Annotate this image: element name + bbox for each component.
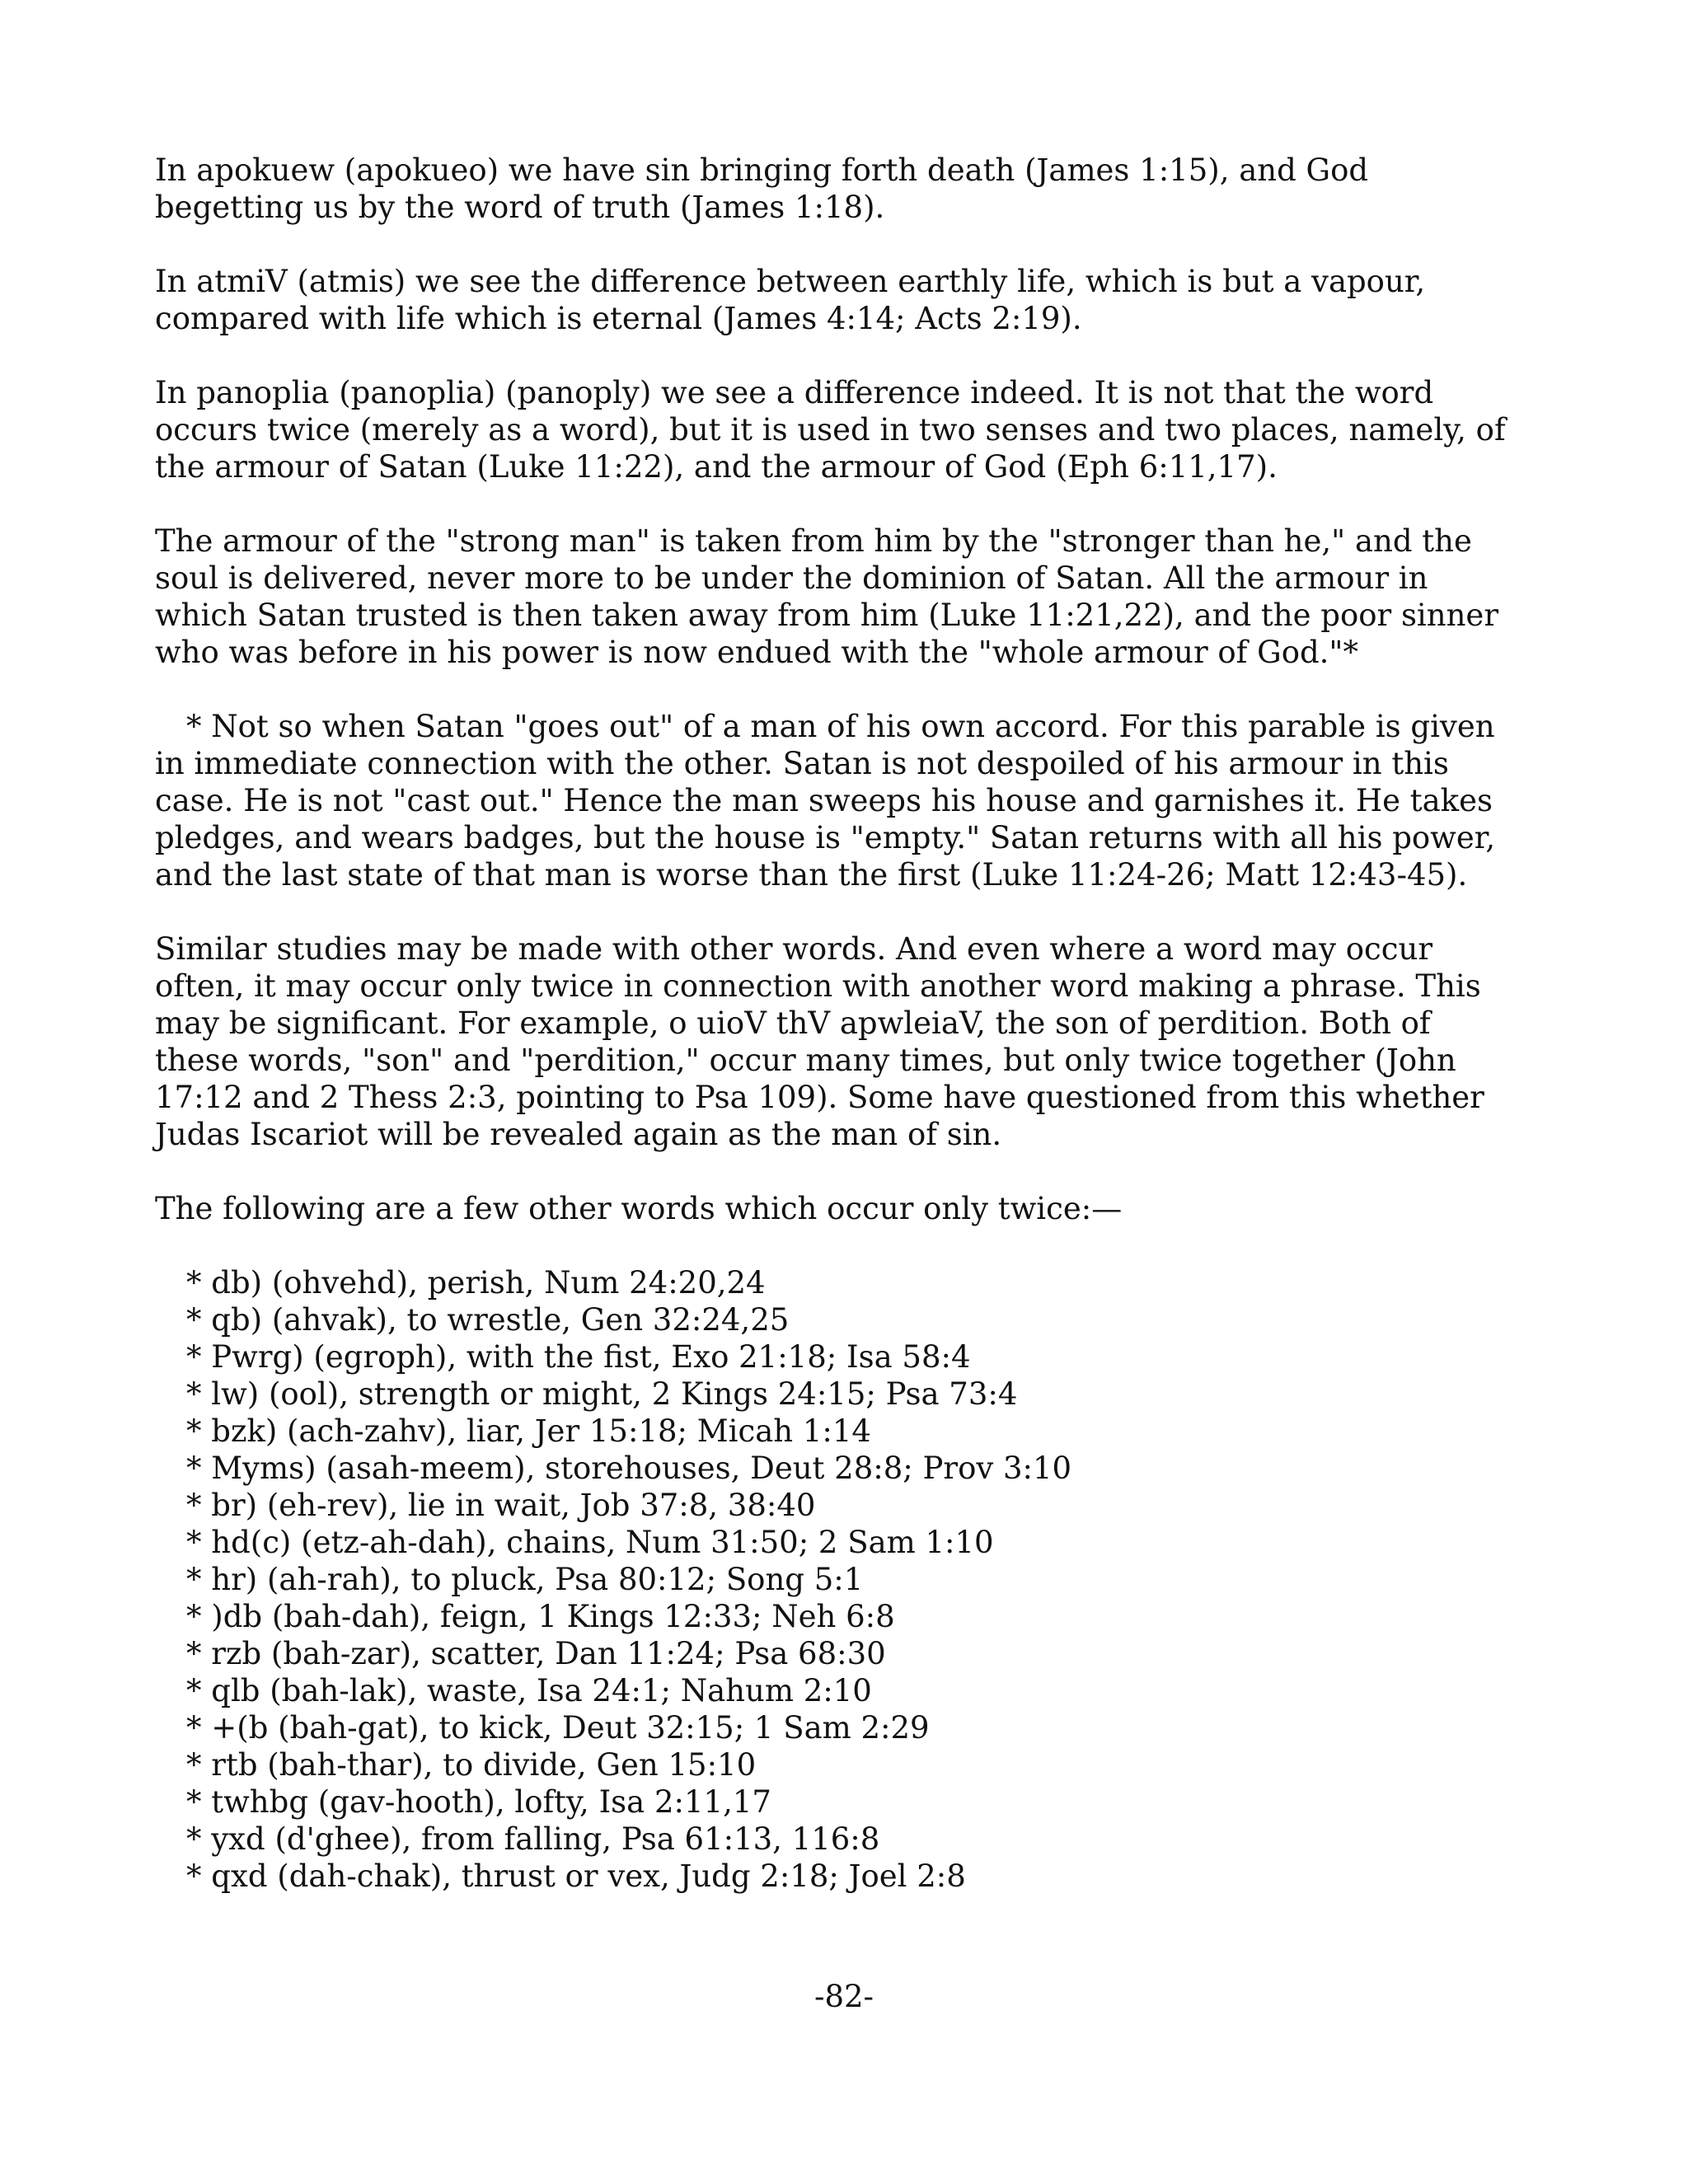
- list-item: * hr) (ah-rah), to pluck, Psa 80:12; Song 5:1: [186, 1562, 864, 1597]
- word-list: [155, 1264, 1523, 1895]
- paragraph-atmis: In atmiV (atmis) we see the difference between earthly life, which is but a vapour, compared with life which is eternal (James 4:14; Acts 2:19).: [155, 264, 1426, 336]
- list-item: * qlb (bah-lak), waste, Isa 24:1; Nahum 2:10: [186, 1673, 872, 1708]
- list-item: * Myms) (asah-meem), storehouses, Deut 28:8; Prov 3:10: [186, 1451, 1072, 1486]
- list-item: * rzb (bah-zar), scatter, Dan 11:24; Psa 68:30: [186, 1636, 886, 1671]
- paragraph-strong-man: The armour of the "strong man" is taken from him by the "stronger than he," and the soul is delivered, never more to be under the dominion of Satan. All the armour in which Satan trusted is then taken away from him (Luke 11:21,22), and the poor sinner who was before in his power is now endued with the "whole armour of God."*: [155, 523, 1499, 670]
- page-body: [155, 152, 1523, 1895]
- list-item: * lw) (ool), strength or might, 2 Kings 24:15; Psa 73:4: [186, 1376, 1018, 1412]
- list-item: * rtb (bah-thar), to divide, Gen 15:10: [186, 1747, 757, 1783]
- list-item: * hd(c) (etz-ah-dah), chains, Num 31:50; 2 Sam 1:10: [186, 1525, 994, 1560]
- list-item: * twhbg (gav-hooth), lofty, Isa 2:11,17: [186, 1784, 771, 1820]
- list-item: * Pwrg) (egroph), with the fist, Exo 21:18; Isa 58:4: [186, 1339, 971, 1375]
- paragraph-son-of-perdition: Similar studies may be made with other words. And even where a word may occur often, it may occur only twice in connection with another word making a phrase. This may be significant. For example, o uioV thV apwleiaV, the son of perdition. Both of these words, "son" and "perdition," occur many times, but only twice together (John 17:12 and 2 Thess 2:3, pointing to Psa 109). Some have questioned from this whether Judas Iscariot will be revealed again as the man of sin.: [155, 931, 1484, 1152]
- list-intro: The following are a few other words which occur only twice:—: [155, 1191, 1123, 1226]
- list-item: * db) (ohvehd), perish, Num 24:20,24: [186, 1265, 766, 1301]
- list-item: * bzk) (ach-zahv), liar, Jer 15:18; Micah 1:14: [186, 1413, 871, 1449]
- list-item: * qb) (ahvak), to wrestle, Gen 32:24,25: [186, 1302, 790, 1338]
- list-item: * +(b (bah-gat), to kick, Deut 32:15; 1 Sam 2:29: [186, 1710, 930, 1746]
- list-item: * yxd (d'ghee), from falling, Psa 61:13, 116:8: [186, 1821, 880, 1857]
- paragraph-apokueo: In apokuew (apokueo) we have sin bringing forth death (James 1:15), and God begetting us by the word of truth (James 1:18).: [155, 152, 1369, 225]
- paragraph-panoplia: In panoplia (panoplia) (panoply) we see a difference indeed. It is not that the word occurs twice (merely as a word), but it is used in two senses and two places, namely, of the armour of Satan (Luke 11:22), and the armour of God (Eph 6:11,17).: [155, 375, 1506, 485]
- list-item: * qxd (dah-chak), thrust or vex, Judg 2:18; Joel 2:8: [186, 1858, 966, 1894]
- footnote: * Not so when Satan "goes out" of a man of his own accord. For this parable is given in immediate connection with the other. Satan is not despoiled of his armour in this case. He is not "cast out." Hence the man sweeps his house and garnishes it. He takes pledges, and wears badges, but the house is "empty." Satan returns with all his power, and the last state of that man is worse than the first (Luke 11:24-26; Matt 12:43-45).: [155, 709, 1496, 893]
- list-item: * br) (eh-rev), lie in wait, Job 37:8, 38:40: [186, 1488, 816, 1523]
- list-item: * )db (bah-dah), feign, 1 Kings 12:33; Neh 6:8: [186, 1599, 895, 1634]
- page-number: -82-: [814, 1979, 874, 2014]
